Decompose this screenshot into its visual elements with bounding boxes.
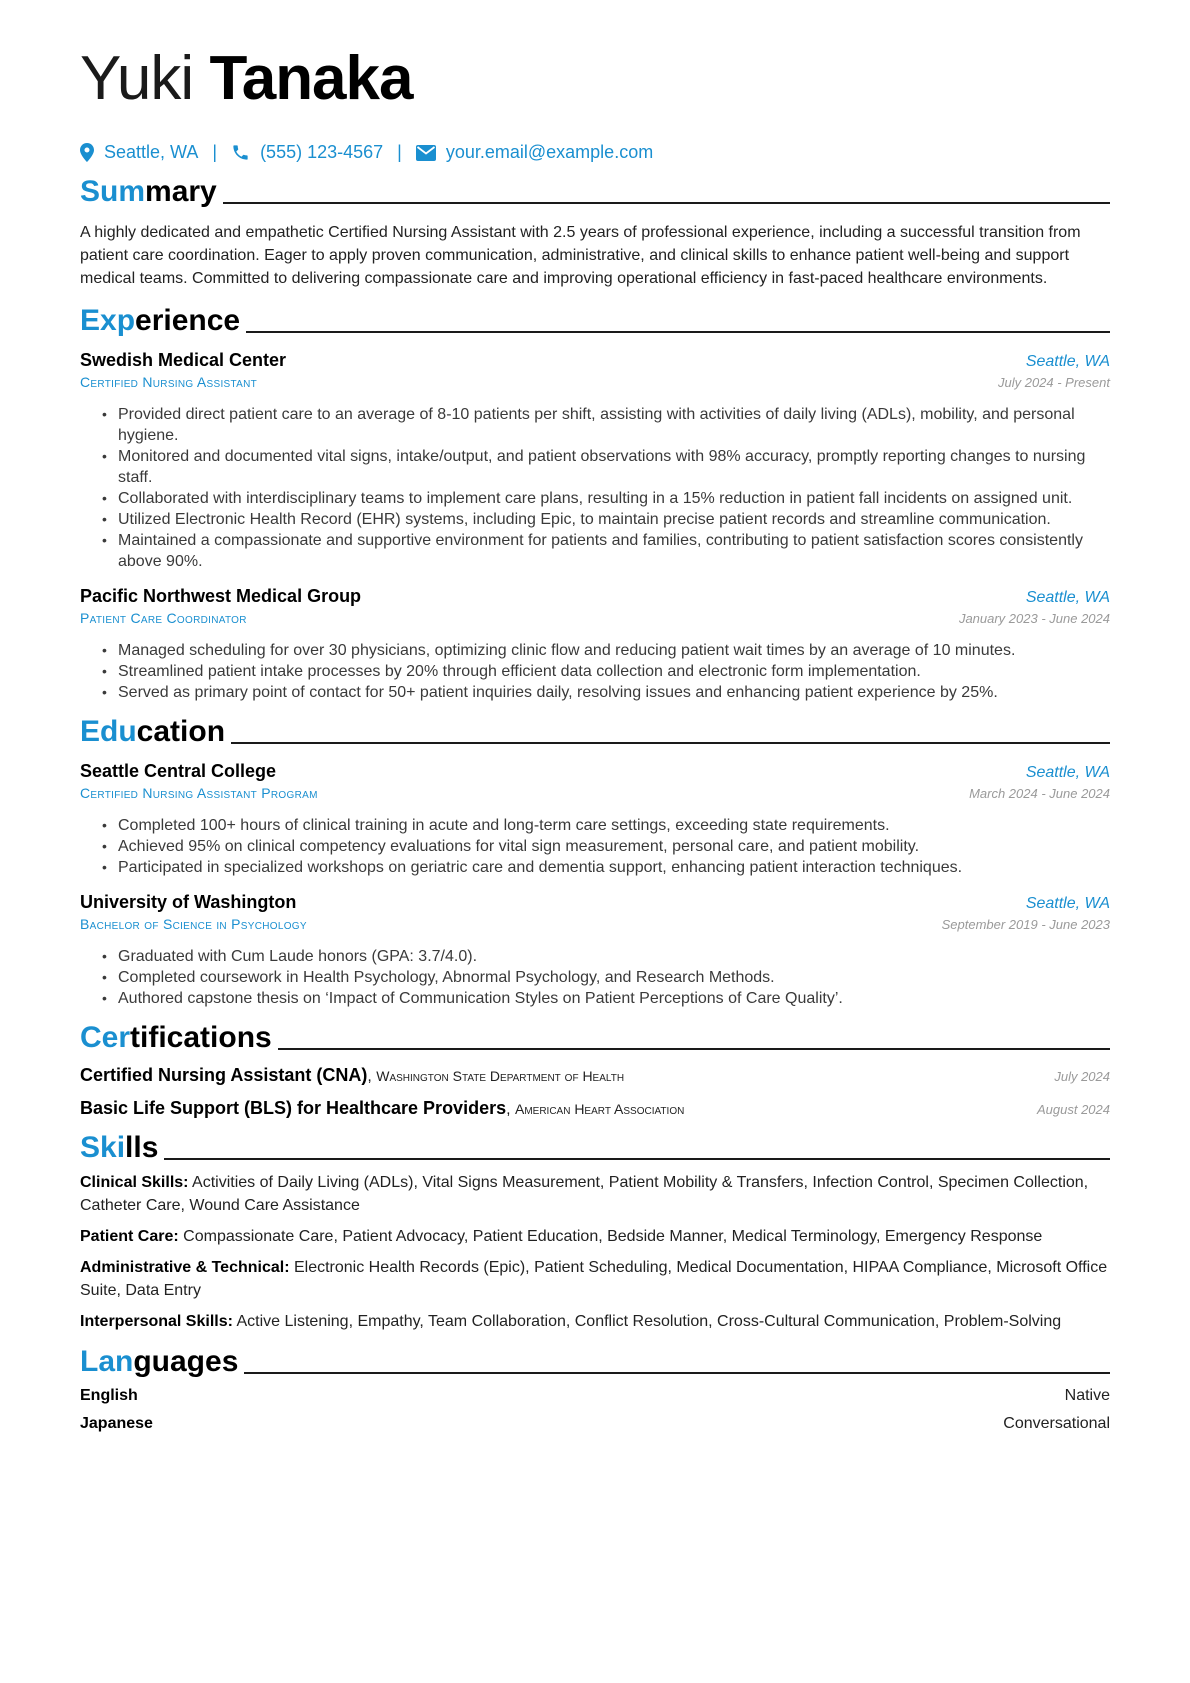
- language-name: Japanese: [80, 1415, 153, 1432]
- skill-values: Activities of Daily Living (ADLs), Vital Signs Measurement, Patient Mobility & Transfers, Infection Control, Specimen Collection, Catheter Care, Wound Care Assistance: [80, 1174, 1089, 1214]
- entry-dates: March 2024 - June 2024: [969, 786, 1110, 801]
- section-rule: [223, 202, 1110, 204]
- experience-entry: [80, 350, 1110, 572]
- entry-dates: September 2019 - June 2023: [941, 917, 1110, 932]
- skill-values: Electronic Health Records (Epic), Patient Scheduling, Medical Documentation, HIPAA Compliance, Microsoft Office Suite, Data Entry: [80, 1259, 1108, 1299]
- section-title-experience: Experience: [80, 304, 241, 337]
- language-item: [80, 1415, 1110, 1433]
- last-name: Tanaka: [209, 44, 413, 113]
- language-level: Native: [1064, 1387, 1110, 1404]
- experience-section: [80, 306, 1110, 703]
- skill-values: Compassionate Care, Patient Advocacy, Patient Education, Bedside Manner, Medical Terminology, Emergency Response: [183, 1228, 1043, 1245]
- bullet-item: • Graduated with Cum Laude honors (GPA: 3.7/4.0).: [102, 946, 1110, 967]
- education-section: [80, 717, 1110, 1009]
- skill-group: [80, 1171, 1110, 1217]
- bullet-item: • Streamlined patient intake processes by 20% through efficient data collection and electronic form implementation.: [102, 661, 1110, 682]
- email-link: your.email@example.com: [445, 142, 654, 162]
- bullet-item: • Achieved 95% on clinical competency evaluations for vital sign measurement, personal care, and patient mobility.: [102, 836, 1110, 857]
- certification-item: Basic Life Support (BLS) for Healthcare Providers, American Heart Association August 2024: [80, 1098, 1110, 1118]
- entry-location: Seattle, WA: [1025, 589, 1110, 606]
- skill-values: Active Listening, Empathy, Team Collaboration, Conflict Resolution, Cross-Cultural Communication, Problem-Solving: [236, 1313, 1062, 1330]
- skill-label: Administrative & Technical:: [80, 1259, 290, 1276]
- section-title-education: Education: [80, 715, 226, 748]
- entry-location: Seattle, WA: [1025, 895, 1110, 912]
- employer-name: Pacific Northwest Medical Group: [80, 586, 362, 606]
- entry-location: Seattle, WA: [1025, 353, 1110, 370]
- candidate-name: [80, 44, 1110, 113]
- bullet-item: • Completed 100+ hours of clinical training in acute and long-term care settings, exceeding state requirements.: [102, 815, 1110, 836]
- bullet-item: • Managed scheduling for over 30 physicians, optimizing clinic flow and reducing patient wait times by an average of 10 minutes.: [102, 640, 1110, 661]
- bullet-item: • Monitored and documented vital signs, intake/output, and patient observations with 98% accuracy, promptly reporting changes to nursing staff.: [102, 446, 1110, 488]
- bullet-item: • Provided direct patient care to an average of 8-10 patients per shift, assisting with activities of daily living (ADLs), mobility, and personal hygiene.: [102, 404, 1110, 446]
- section-rule: [246, 331, 1110, 333]
- experience-entry: [80, 586, 1110, 703]
- phone-text: (555) 123-4567: [260, 142, 384, 162]
- separator: |: [397, 142, 402, 162]
- bullet-item: • Completed coursework in Health Psychology, Abnormal Psychology, and Research Methods.: [102, 967, 1110, 988]
- school-name: University of Washington: [80, 892, 297, 912]
- language-level: Conversational: [1003, 1415, 1110, 1432]
- skill-label: Interpersonal Skills:: [80, 1313, 233, 1330]
- language-name: English: [80, 1387, 138, 1404]
- entry-location: Seattle, WA: [1025, 764, 1110, 781]
- bullet-list: [80, 946, 1110, 1009]
- bullet-list: [80, 404, 1110, 572]
- bullet-list: [80, 640, 1110, 703]
- contact-phone[interactable]: [231, 142, 383, 163]
- section-rule: [278, 1048, 1110, 1050]
- envelope-icon: [416, 145, 436, 161]
- skill-label: Patient Care:: [80, 1228, 179, 1245]
- skill-group: [80, 1310, 1110, 1333]
- location-text: Seattle, WA: [104, 142, 199, 162]
- bullet-item: • Served as primary point of contact for 50+ patient inquiries daily, resolving issues and enhancing patient experience by 25%.: [102, 682, 1110, 703]
- bullet-item: • Participated in specialized workshops on geriatric care and dementia support, enhancing patient interaction techniques.: [102, 857, 1110, 878]
- certification-item: Certified Nursing Assistant (CNA), Washington State Department of Health July 2024: [80, 1065, 1110, 1085]
- program-name: Certified Nursing Assistant Program: [80, 785, 318, 801]
- skill-label: Clinical Skills:: [80, 1174, 189, 1191]
- school-name: Seattle Central College: [80, 761, 277, 781]
- phone-icon: [231, 143, 250, 162]
- certification-issuer: Washington State Department of Health: [376, 1068, 625, 1084]
- bullet-item: • Utilized Electronic Health Record (EHR) systems, including Epic, to maintain precise patient records and streamline communication.: [102, 509, 1110, 530]
- job-title: Patient Care Coordinator: [80, 610, 247, 626]
- employer-name: Swedish Medical Center: [80, 350, 287, 370]
- skill-group: [80, 1225, 1110, 1248]
- bullet-item: • Maintained a compassionate and supportive environment for patients and families, contributing to patient satisfaction scores consistently above 90%.: [102, 530, 1110, 572]
- certification-issuer: American Heart Association: [514, 1101, 685, 1117]
- contact-location: [80, 142, 198, 163]
- bullet-item: • Collaborated with interdisciplinary teams to implement care plans, resulting in a 15% reduction in patient fall incidents on assigned unit.: [102, 488, 1110, 509]
- certification-name: Basic Life Support (BLS) for Healthcare Providers: [80, 1098, 507, 1118]
- entry-dates: July 2024 - Present: [997, 375, 1110, 390]
- section-rule: [164, 1158, 1110, 1160]
- summary-text: A highly dedicated and empathetic Certified Nursing Assistant with 2.5 years of professional experience, including a successful transition from patient care coordination. Eager to apply proven communication, administrative, and clinical skills to enhance patient well-being and support medical teams. Committed to delivering compassionate care and improving operational efficiency in fast-paced healthcare environments.: [80, 224, 1081, 287]
- section-rule: [244, 1372, 1110, 1374]
- section-title-certifications: Certifications: [80, 1021, 272, 1054]
- language-item: [80, 1387, 1110, 1405]
- section-rule: [231, 742, 1110, 744]
- languages-section: [80, 1347, 1110, 1433]
- certification-name: Certified Nursing Assistant (CNA): [80, 1065, 368, 1085]
- bullet-item: • Authored capstone thesis on ‘Impact of Communication Styles on Patient Perceptions of Care Quality’.: [102, 988, 1110, 1009]
- separator: |: [212, 142, 218, 162]
- section-title-skills: Skills: [80, 1131, 159, 1164]
- first-name: Yuki: [80, 44, 194, 113]
- skills-section: [80, 1133, 1110, 1333]
- contact-email[interactable]: [416, 142, 653, 163]
- education-entry: [80, 761, 1110, 878]
- contact-bar: [80, 142, 1110, 163]
- entry-dates: January 2023 - June 2024: [958, 611, 1110, 626]
- section-title-languages: Languages: [80, 1345, 239, 1378]
- education-entry: [80, 892, 1110, 1009]
- map-pin-icon: [80, 143, 94, 162]
- certifications-section: [80, 1023, 1110, 1119]
- summary-section: [80, 177, 1110, 290]
- program-name: Bachelor of Science in Psychology: [80, 916, 307, 932]
- bullet-list: [80, 815, 1110, 878]
- certification-date: August 2024: [1036, 1102, 1110, 1117]
- skill-group: [80, 1256, 1110, 1302]
- section-title-summary: Summary: [80, 175, 217, 208]
- certification-date: July 2024: [1054, 1069, 1110, 1084]
- job-title: Certified Nursing Assistant: [80, 374, 258, 390]
